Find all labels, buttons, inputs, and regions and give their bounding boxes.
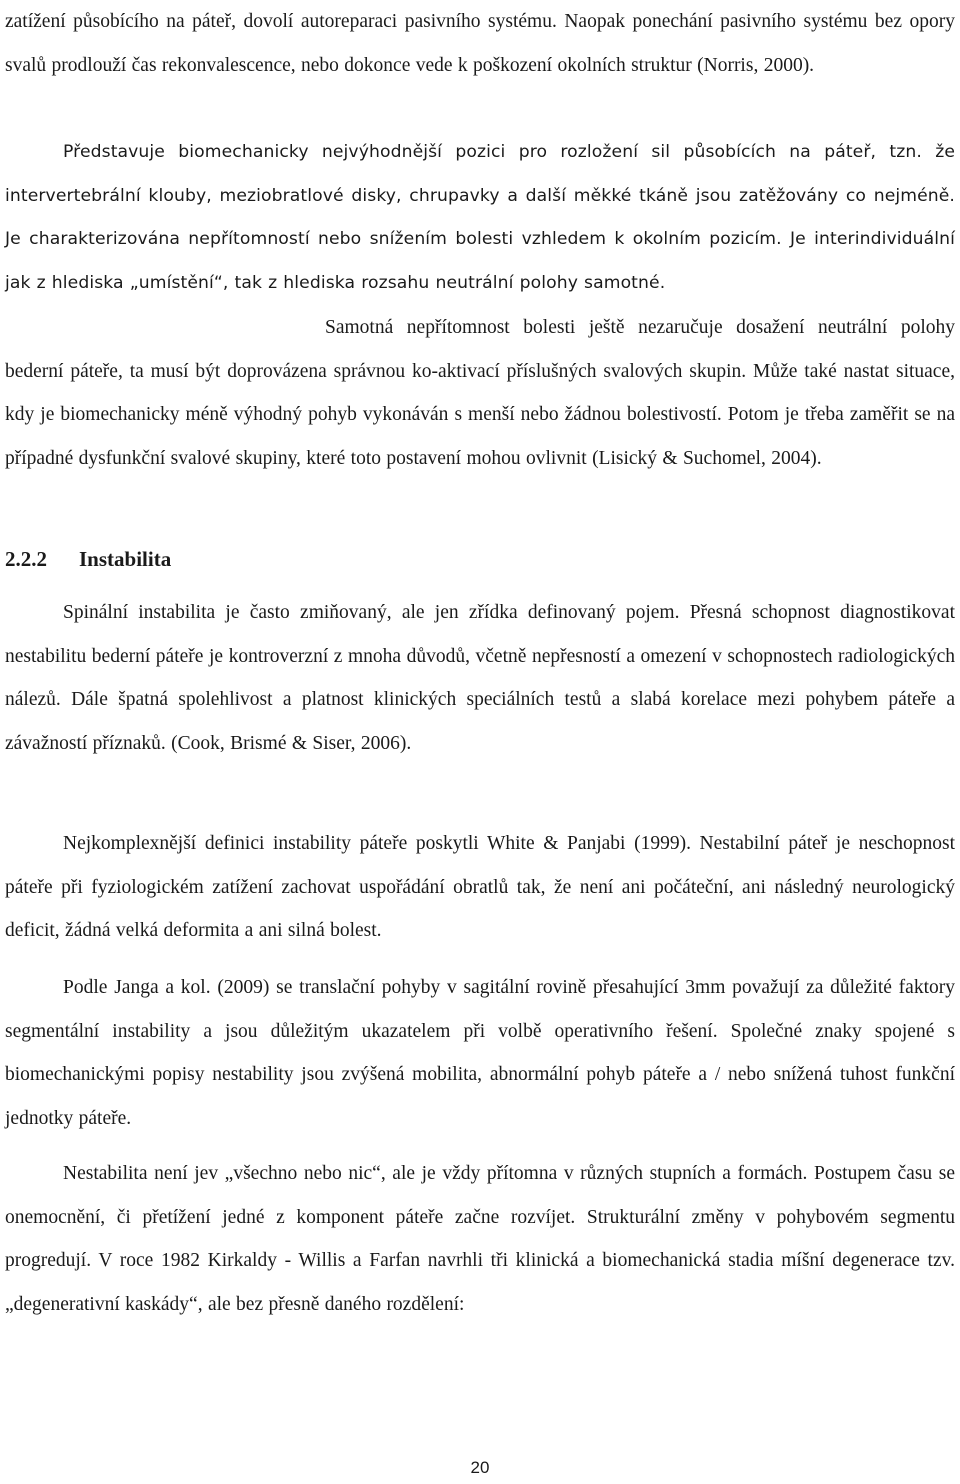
paragraph-instability-cascade: Nestabilita není jev „všechno nebo nic“, ale je vždy přítomna v různých stupních a formách. Postupem času se onemocnění, či přetížení jedné z komponent páteře začne rozvíjet. Strukturální změny v pohybovém segmentu progredují. V roce 1982 Kirkaldy - Willis a Farfan navrhli tři klinická a biomechanická stadia míšní degenerace tzv. „degenerativní kaskády“, ale bez přesně daného rozdělení: (5, 1163, 955, 1316)
paragraph-neutral-position-text: Samotná nepřítomnost bolesti ještě nezaručuje dosažení neutrální polohy bederní páteře, ta musí být doprovázena správnou ko-aktivací příslušných svalových skupin. Může také nastat situace, kdy je biomechanicky méně výhodný pohyb vykonáván s menší nebo žádnou bolestivostí. Potom je třeba zaměřit se na případné dysfunkční svalové skupiny, které toto postavení mohou ovlivnit (Lisický & Suchomel, 2004). (5, 317, 955, 470)
page-number: 20 (470, 1458, 490, 1477)
paragraph-continuation: zatížení působícího na páteř, dovolí autoreparaci pasivního systému. Naopak ponechání pasivního systému bez opory svalů prodlouží čas rekonvalescence, nebo dokonce vede k poškození okolních struktur (Norris, 2000). (5, 11, 955, 76)
section-number: 2.2.2 (5, 547, 47, 571)
paragraph-instability-definition: Nejkomplexnější definici instability páteře poskytli White & Panjabi (1999). Nestabilní páteř je neschopnost páteře při fyziologickém zatížení zachovat uspořádání obratlů tak, že není ani počáteční, ani následný neurologický deficit, žádná velká deformita a ani silná bolest. (5, 833, 955, 942)
section-heading (5, 539, 171, 579)
paragraph-neutral-position-definition: Představuje biomechanicky nejvýhodnější pozici pro rozložení sil působících na páteř, tzn. že intervertebrální klouby, meziobratlové disky, chrupavky a další měkké tkáně jsou zatěžovány co nejméně. Je charakterizována nepřítomností nebo snížením bolesti vzhledem k okolním pozicím. Je interindividuální jak z hlediska „umístění“, tak z hlediska rozsahu neutrální polohy samotné. (5, 142, 955, 294)
paragraph-neutral-position-continued (5, 306, 955, 481)
paragraph-instability-intro: Spinální instabilita je často zmiňovaný, ale jen zřídka definovaný pojem. Přesná schopnost diagnostikovat nestabilitu bederní páteře je kontroverzní z mnoha důvodů, včetně nepřesností a omezení v schopnostech radiologických nálezů. Dále špatná spolehlivost a platnost klinických speciálních testů a slabá korelace mezi pohybem páteře a závažností příznaků. (Cook, Brismé & Siser, 2006). (5, 602, 955, 755)
section-title: Instabilita (79, 547, 172, 571)
paragraph-instability-translation: Podle Janga a kol. (2009) se translační pohyby v sagitální rovině přesahující 3mm považují za důležité faktory segmentální instability a jsou důležitým ukazatelem při volbě operativního řešení. Společné znaky spojené s biomechanickými popisy nestability jsou zvýšená mobilita, abnormální pohyb páteře a / nebo snížená tuhost funkční jednotky páteře. (5, 977, 955, 1130)
